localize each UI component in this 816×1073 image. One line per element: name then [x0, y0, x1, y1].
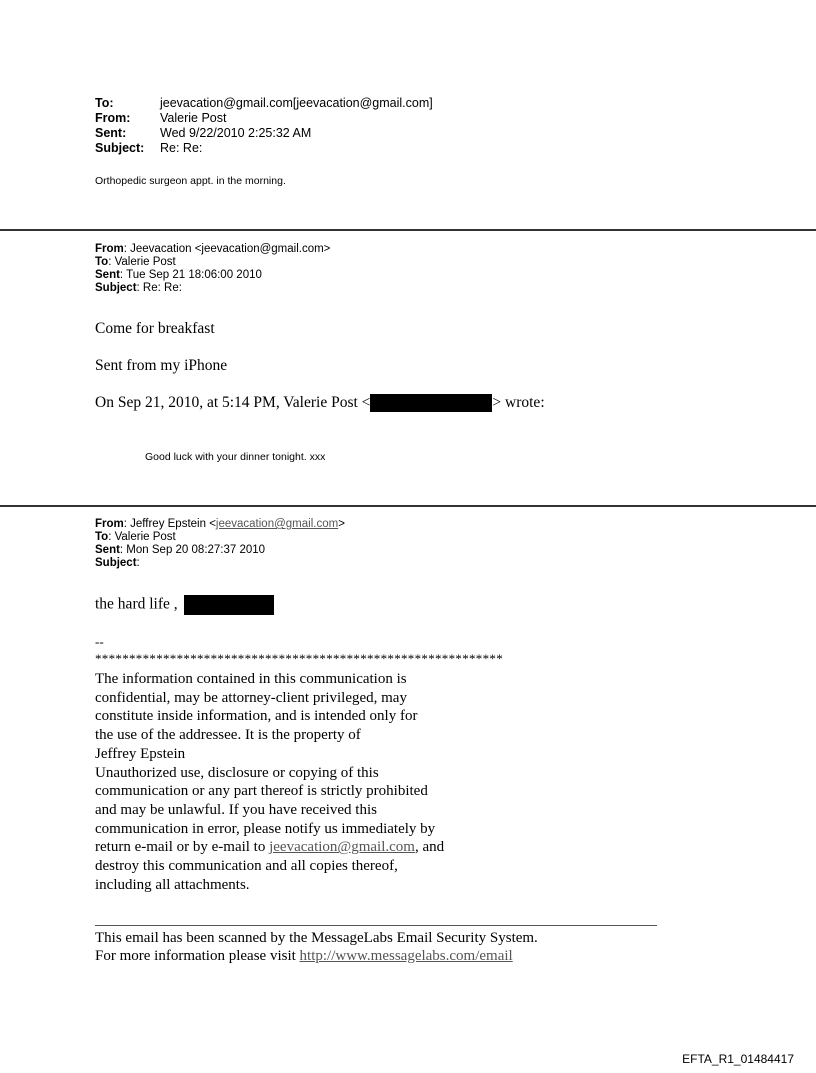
sent-row [95, 126, 433, 141]
reply1-line-breakfast: Come for breakfast [95, 320, 215, 337]
disclaimer-email-link[interactable]: jeevacation@gmail.com [269, 839, 415, 856]
to-row [95, 96, 433, 111]
reply2-from-label: From [95, 518, 124, 530]
reply2-sent-value: : Mon Sep 20 08:27:37 2010 [119, 544, 266, 556]
reply1-from-row [95, 243, 330, 256]
signature-stars: ************************************************************ [95, 651, 503, 666]
reply2-sent-label: Sent [95, 544, 120, 556]
reply1-to-row [95, 256, 330, 269]
reply2-to-row [95, 531, 345, 544]
disclaimer-line: and may be unlawful. If you have received this [95, 801, 377, 818]
redaction-box [184, 595, 274, 615]
disclaimer-line: destroy this communication and all copies thereof, [95, 858, 398, 875]
from-label: From: [95, 111, 131, 125]
reply2-subject-label: Subject [95, 557, 137, 569]
disclaimer-line: including all attachments. [95, 876, 250, 893]
separator-rule [0, 229, 816, 231]
reply1-to-label: To [95, 256, 109, 268]
wrote-prefix: On Sep 21, 2010, at 5:14 PM, Valerie Post < [95, 394, 371, 411]
reply2-header [95, 518, 345, 570]
reply1-from-value: : Jeevacation <jeevacation@gmail.com> [123, 243, 331, 255]
disclaimer-line: The information contained in this communication is [95, 671, 407, 687]
reply1-sent-value: : Tue Sep 21 18:06:00 2010 [119, 269, 262, 281]
footer-rule [95, 925, 657, 926]
to-label: To: [95, 96, 114, 110]
disclaimer-line: constitute inside information, and is intended only for [95, 708, 418, 725]
reply2-body: the hard life , [95, 595, 178, 613]
disclaimer-text: , and [414, 839, 445, 856]
top-email-header [95, 96, 433, 156]
signature-dash: -- [95, 634, 104, 649]
reply2-sent-row [95, 544, 345, 557]
redaction-box [370, 394, 492, 412]
top-email-body: Orthopedic surgeon appt. in the morning. [95, 175, 286, 187]
reply2-from-row [95, 518, 345, 531]
reply1-header [95, 243, 330, 295]
reply1-line-iphone: Sent from my iPhone [95, 357, 228, 374]
disclaimer-text: return e-mail or by e-mail to [95, 839, 270, 856]
disclaimer-line [95, 838, 444, 857]
reply1-to-value: : Valerie Post [108, 256, 176, 268]
disclaimer-line: communication in error, please notify us immediately by [95, 820, 436, 837]
reply2-from-prefix: : Jeffrey Epstein < [123, 518, 216, 530]
reply1-wrote-line [95, 394, 545, 412]
confidentiality-disclaimer [95, 670, 444, 894]
reply2-from-email-link[interactable]: jeevacation@gmail.com [215, 518, 339, 530]
disclaimer-line: Unauthorized use, disclosure or copying of this [95, 764, 379, 781]
wrote-suffix: > wrote: [492, 394, 545, 411]
messagelabs-link[interactable]: http://www.messagelabs.com/email [299, 948, 513, 964]
disclaimer-line: the use of the addressee. It is the property of [95, 727, 361, 744]
quoted-text: Good luck with your dinner tonight. xxx [145, 451, 326, 463]
document-id: EFTA_R1_01484417 [682, 1052, 794, 1066]
subject-row [95, 141, 433, 156]
scan-notice-line2 [95, 948, 513, 965]
reply1-sent-label: Sent [95, 269, 120, 281]
subject-value: Re: Re: [160, 141, 203, 155]
reply2-to-value: : Valerie Post [108, 531, 176, 543]
sent-value: Wed 9/22/2010 2:25:32 AM [160, 126, 312, 140]
scan-notice-text: For more information please visit [95, 948, 300, 964]
reply2-subject-value: : [136, 557, 140, 569]
reply2-to-label: To [95, 531, 109, 543]
from-value: Valerie Post [160, 111, 227, 125]
reply2-subject-row [95, 557, 345, 570]
disclaimer-line: confidential, may be attorney-client privileged, may [95, 689, 407, 706]
reply1-subject-value: : Re: Re: [136, 282, 182, 294]
disclaimer-line: communication or any part thereof is strictly prohibited [95, 783, 428, 800]
reply1-sent-row [95, 269, 330, 282]
separator-rule [0, 505, 816, 507]
subject-label: Subject: [95, 141, 145, 155]
to-value: jeevacation@gmail.com[jeevacation@gmail.com] [160, 96, 433, 110]
disclaimer-line: Jeffrey Epstein [95, 745, 186, 762]
sent-label: Sent: [95, 126, 127, 140]
scan-notice-line1: This email has been scanned by the MessageLabs Email Security System. [95, 930, 538, 946]
reply2-body-line [95, 595, 274, 615]
reply2-from-suffix: > [338, 518, 345, 530]
from-row [95, 111, 433, 126]
reply1-from-label: From [95, 243, 124, 255]
reply1-subject-label: Subject [95, 282, 137, 294]
reply1-subject-row [95, 282, 330, 295]
